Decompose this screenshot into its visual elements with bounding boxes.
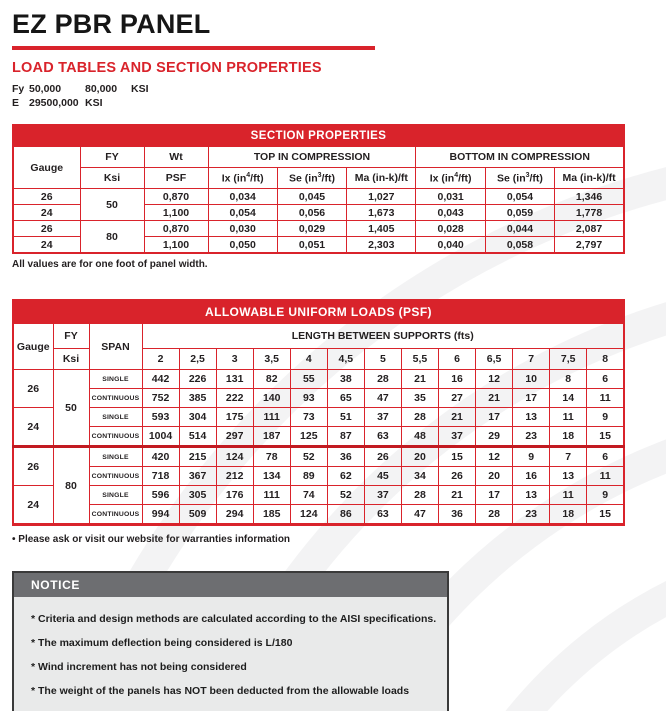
load-value-cell: 78 <box>253 447 290 467</box>
load-value-cell: 11 <box>550 408 587 427</box>
fy-value-80: 80,000 <box>85 83 118 95</box>
section-value-cell: 0,040 <box>416 237 485 254</box>
gauge-cell: 26 <box>13 447 53 486</box>
section-value-cell: 0,034 <box>208 189 277 205</box>
section-value-cell: 0,050 <box>208 237 277 254</box>
span-length-header: 5,5 <box>401 349 438 370</box>
fy-cell: 50 <box>80 189 144 221</box>
load-value-cell: 27 <box>439 389 476 408</box>
load-value-cell: 176 <box>216 486 253 505</box>
gauge-cell: 26 <box>13 189 80 205</box>
e-unit: KSI <box>85 96 103 109</box>
section-value-cell: 0,031 <box>416 189 485 205</box>
allowable-loads-title: ALLOWABLE UNIFORM LOADS (PSF) <box>13 300 624 324</box>
load-value-cell: 10 <box>513 370 550 389</box>
fy-cell: 80 <box>53 447 89 525</box>
notice-box <box>12 571 449 711</box>
span-type-cell: CONTINUOUS <box>89 467 142 486</box>
load-value-cell: 9 <box>587 486 624 505</box>
span-length-header: 2,5 <box>179 349 216 370</box>
load-value-cell: 37 <box>364 408 401 427</box>
warranties-footnote: • Please ask or visit our website for warranties information <box>12 534 291 546</box>
page-title: EZ PBR PANEL <box>12 9 211 39</box>
section-value-cell: 2,797 <box>555 237 624 254</box>
table-row <box>13 408 624 427</box>
e-value: 29500,000 <box>29 96 79 109</box>
fy-cell: 80 <box>80 221 144 254</box>
load-value-cell: 73 <box>290 408 327 427</box>
load-value-cell: 514 <box>179 427 216 447</box>
load-value-cell: 131 <box>216 370 253 389</box>
load-value-cell: 420 <box>142 447 179 467</box>
section-value-cell: 1,673 <box>347 205 416 221</box>
gauge-cell: 26 <box>13 221 80 237</box>
section-properties-banner <box>13 125 624 147</box>
load-value-cell: 17 <box>476 486 513 505</box>
load-value-cell: 509 <box>179 505 216 525</box>
section-value-cell: 0,870 <box>144 221 208 237</box>
table-row <box>13 370 624 389</box>
load-value-cell: 18 <box>550 427 587 447</box>
load-value-cell: 20 <box>476 467 513 486</box>
table-row <box>13 189 624 205</box>
load-value-cell: 74 <box>290 486 327 505</box>
load-value-cell: 21 <box>401 370 438 389</box>
load-value-cell: 47 <box>364 389 401 408</box>
ksi-header: Ksi <box>53 349 89 370</box>
load-value-cell: 140 <box>253 389 290 408</box>
load-value-cell: 23 <box>513 427 550 447</box>
load-value-cell: 17 <box>476 408 513 427</box>
load-value-cell: 11 <box>587 467 624 486</box>
section-value-cell: 0,051 <box>277 237 346 254</box>
load-value-cell: 48 <box>401 427 438 447</box>
load-value-cell: 18 <box>550 505 587 525</box>
title-underline <box>12 46 375 50</box>
span-type-cell: CONTINUOUS <box>89 427 142 447</box>
load-value-cell: 385 <box>179 389 216 408</box>
bottom-compression-header: BOTTOM IN COMPRESSION <box>416 147 624 168</box>
span-length-header: 6,5 <box>476 349 513 370</box>
load-value-cell: 36 <box>439 505 476 525</box>
span-type-cell: SINGLE <box>89 370 142 389</box>
load-value-cell: 89 <box>290 467 327 486</box>
span-length-header: 6 <box>439 349 476 370</box>
load-value-cell: 63 <box>364 505 401 525</box>
allowable-loads-table <box>12 299 625 526</box>
load-value-cell: 187 <box>253 427 290 447</box>
gauge-cell: 26 <box>13 370 53 408</box>
load-value-cell: 367 <box>179 467 216 486</box>
section-value-cell: 2,303 <box>347 237 416 254</box>
load-value-cell: 26 <box>364 447 401 467</box>
load-value-cell: 9 <box>587 408 624 427</box>
section-value-cell: 0,029 <box>277 221 346 237</box>
load-value-cell: 93 <box>290 389 327 408</box>
load-value-cell: 62 <box>327 467 364 486</box>
section-value-cell: 0,030 <box>208 221 277 237</box>
gauge-cell: 24 <box>13 205 80 221</box>
notice-item: * The weight of the panels has NOT been deducted from the allowable loads <box>31 685 410 698</box>
load-value-cell: 14 <box>550 389 587 408</box>
span-length-header: 4,5 <box>327 349 364 370</box>
load-value-cell: 226 <box>179 370 216 389</box>
load-value-cell: 28 <box>364 370 401 389</box>
table-row <box>13 447 624 467</box>
load-value-cell: 593 <box>142 408 179 427</box>
table-row <box>13 486 624 505</box>
load-value-cell: 12 <box>476 370 513 389</box>
loads-header-row-1 <box>13 324 624 349</box>
length-between-supports-header: LENGTH BETWEEN SUPPORTS (fts) <box>142 324 624 349</box>
load-value-cell: 13 <box>513 408 550 427</box>
section-value-cell: 0,059 <box>485 205 554 221</box>
gauge-header: Gauge <box>13 324 53 370</box>
load-value-cell: 304 <box>179 408 216 427</box>
section-value-cell: 1,100 <box>144 205 208 221</box>
load-value-cell: 718 <box>142 467 179 486</box>
section-value-cell: 0,054 <box>208 205 277 221</box>
section-value-cell: 0,045 <box>277 189 346 205</box>
section-value-cell: 2,087 <box>555 221 624 237</box>
section-header-row-1 <box>13 147 624 168</box>
load-value-cell: 38 <box>327 370 364 389</box>
notice-item: * Criteria and design methods are calculated according to the AISI specifications. <box>31 613 437 626</box>
ix-top-header: Ix $(in^4/ft)$ <box>208 168 277 189</box>
load-value-cell: 111 <box>253 408 290 427</box>
load-value-cell: 124 <box>216 447 253 467</box>
section-properties-table <box>12 124 625 254</box>
load-value-cell: 13 <box>550 467 587 486</box>
load-value-cell: 21 <box>439 408 476 427</box>
notice-item: * The maximum deflection being considered is L/180 <box>31 637 293 650</box>
load-value-cell: 222 <box>216 389 253 408</box>
span-length-header: 4 <box>290 349 327 370</box>
ma-bottom-header: Ma (in-k)/ft <box>555 168 624 189</box>
fy-label: Fy <box>12 83 25 95</box>
load-value-cell: 134 <box>253 467 290 486</box>
load-value-cell: 294 <box>216 505 253 525</box>
load-value-cell: 125 <box>290 427 327 447</box>
load-value-cell: 36 <box>327 447 364 467</box>
span-length-header: 3,5 <box>253 349 290 370</box>
fy-header: FY <box>53 324 89 349</box>
load-value-cell: 111 <box>253 486 290 505</box>
wt-header: Wt <box>144 147 208 168</box>
gauge-cell: 24 <box>13 237 80 254</box>
ma-top-header: Ma (in-k)/ft <box>347 168 416 189</box>
fy-cell: 50 <box>53 370 89 447</box>
load-value-cell: 28 <box>476 505 513 525</box>
section-value-cell: 1,778 <box>555 205 624 221</box>
table-row <box>13 389 624 408</box>
span-type-cell: CONTINUOUS <box>89 389 142 408</box>
load-value-cell: 51 <box>327 408 364 427</box>
span-length-header: 2 <box>142 349 179 370</box>
table-row <box>13 467 624 486</box>
load-value-cell: 994 <box>142 505 179 525</box>
section-value-cell: 0,058 <box>485 237 554 254</box>
load-value-cell: 15 <box>587 427 624 447</box>
psf-header: PSF <box>144 168 208 189</box>
e-label: E <box>12 96 20 109</box>
load-value-cell: 212 <box>216 467 253 486</box>
span-length-header: 8 <box>587 349 624 370</box>
span-type-cell: SINGLE <box>89 486 142 505</box>
load-value-cell: 65 <box>327 389 364 408</box>
load-value-cell: 11 <box>587 389 624 408</box>
se-top-header: Se $(in^3/ft)$ <box>277 168 346 189</box>
load-value-cell: 17 <box>513 389 550 408</box>
fy-value-50: 50,000 <box>29 83 62 95</box>
gauge-header: Gauge <box>13 147 80 189</box>
load-value-cell: 6 <box>587 447 624 467</box>
load-value-cell: 442 <box>142 370 179 389</box>
span-header: SPAN <box>89 324 142 370</box>
load-value-cell: 20 <box>401 447 438 467</box>
load-value-cell: 55 <box>290 370 327 389</box>
load-value-cell: 185 <box>253 505 290 525</box>
load-value-cell: 15 <box>439 447 476 467</box>
span-type-cell: SINGLE <box>89 408 142 427</box>
span-length-header: 5 <box>364 349 401 370</box>
notice-title: NOTICE <box>14 573 447 597</box>
load-value-cell: 305 <box>179 486 216 505</box>
load-value-cell: 37 <box>439 427 476 447</box>
load-value-cell: 1004 <box>142 427 179 447</box>
load-value-cell: 7 <box>550 447 587 467</box>
fy-unit: KSI <box>131 83 149 95</box>
load-value-cell: 16 <box>513 467 550 486</box>
load-value-cell: 13 <box>513 486 550 505</box>
material-properties <box>12 83 666 110</box>
load-value-cell: 6 <box>587 370 624 389</box>
load-value-cell: 52 <box>290 447 327 467</box>
top-compression-header: TOP IN COMPRESSION <box>208 147 416 168</box>
load-value-cell: 34 <box>401 467 438 486</box>
span-type-cell: SINGLE <box>89 447 142 467</box>
load-value-cell: 175 <box>216 408 253 427</box>
load-value-cell: 16 <box>439 370 476 389</box>
section-value-cell: 1,027 <box>347 189 416 205</box>
span-length-header: 7 <box>513 349 550 370</box>
notice-body <box>14 597 447 711</box>
span-length-header: 7,5 <box>550 349 587 370</box>
section-value-cell: 0,028 <box>416 221 485 237</box>
load-value-cell: 297 <box>216 427 253 447</box>
load-value-cell: 63 <box>364 427 401 447</box>
allowable-loads-banner <box>13 300 624 324</box>
page-subtitle: LOAD TABLES AND SECTION PROPERTIES <box>12 60 322 76</box>
e-line <box>12 97 666 111</box>
load-value-cell: 11 <box>550 486 587 505</box>
gauge-cell: 24 <box>13 486 53 525</box>
gauge-cell: 24 <box>13 408 53 447</box>
load-value-cell: 8 <box>550 370 587 389</box>
section-value-cell: 1,100 <box>144 237 208 254</box>
ix-bottom-header: Ix $(in^4/ft)$ <box>416 168 485 189</box>
load-value-cell: 124 <box>290 505 327 525</box>
fy-line <box>12 83 666 97</box>
section-value-cell: 1,346 <box>555 189 624 205</box>
load-value-cell: 15 <box>587 505 624 525</box>
section-properties-title: SECTION PROPERTIES <box>13 125 624 147</box>
section-value-cell: 0,870 <box>144 189 208 205</box>
load-value-cell: 87 <box>327 427 364 447</box>
load-value-cell: 21 <box>439 486 476 505</box>
load-value-cell: 12 <box>476 447 513 467</box>
load-value-cell: 82 <box>253 370 290 389</box>
section-value-cell: 0,044 <box>485 221 554 237</box>
table-row <box>13 505 624 525</box>
load-value-cell: 29 <box>476 427 513 447</box>
load-value-cell: 37 <box>364 486 401 505</box>
load-value-cell: 52 <box>327 486 364 505</box>
section-header-row-2 <box>13 168 624 189</box>
load-value-cell: 752 <box>142 389 179 408</box>
load-value-cell: 23 <box>513 505 550 525</box>
load-value-cell: 9 <box>513 447 550 467</box>
load-value-cell: 215 <box>179 447 216 467</box>
load-value-cell: 86 <box>327 505 364 525</box>
table-row <box>13 221 624 237</box>
load-value-cell: 28 <box>401 408 438 427</box>
section-value-cell: 1,405 <box>347 221 416 237</box>
load-value-cell: 28 <box>401 486 438 505</box>
load-value-cell: 596 <box>142 486 179 505</box>
section-properties-note: All values are for one foot of panel width. <box>12 259 208 271</box>
section-value-cell: 0,043 <box>416 205 485 221</box>
fy-header: FY <box>80 147 144 168</box>
load-value-cell: 35 <box>401 389 438 408</box>
notice-item: * Wind increment has not being considered <box>31 661 247 674</box>
span-type-cell: CONTINUOUS <box>89 505 142 525</box>
table-row <box>13 427 624 447</box>
ksi-header: Ksi <box>80 168 144 189</box>
span-length-header: 3 <box>216 349 253 370</box>
load-value-cell: 21 <box>476 389 513 408</box>
load-value-cell: 45 <box>364 467 401 486</box>
load-value-cell: 47 <box>401 505 438 525</box>
se-bottom-header: Se $(in^3/ft)$ <box>485 168 554 189</box>
section-value-cell: 0,056 <box>277 205 346 221</box>
section-value-cell: 0,054 <box>485 189 554 205</box>
load-value-cell: 26 <box>439 467 476 486</box>
